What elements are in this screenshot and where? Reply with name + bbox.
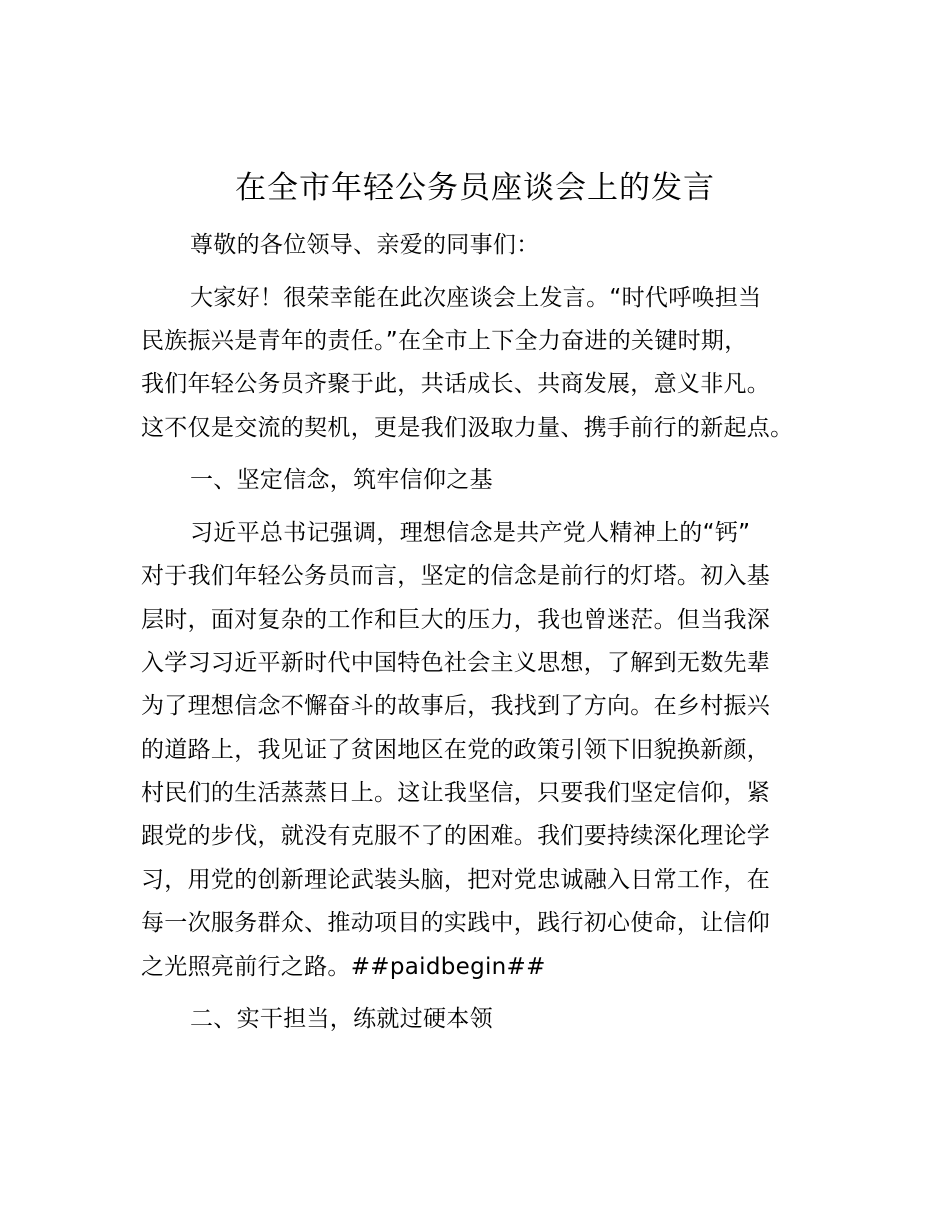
paragraph-line: 每一次服务群众、推动项目的实践中，践行初心使命，让信仰	[141, 910, 771, 936]
paragraph-line: 入学习习近平新时代中国特色社会主义思想，了解到无数先辈	[141, 650, 771, 676]
paragraph-line: 村民们的生活蒸蒸日上。这让我坚信，只要我们坚定信仰，紧	[141, 780, 771, 806]
paragraph-line: 对于我们年轻公务员而言，坚定的信念是前行的灯塔。初入基	[141, 563, 771, 589]
paragraph-line: 跟党的步伐，就没有克服不了的困难。我们要持续深化理论学	[141, 823, 771, 849]
section-heading: 二、实干担当，练就过硬本领	[190, 1006, 493, 1032]
salutation: 尊敬的各位领导、亲爱的同事们：	[190, 232, 540, 258]
paragraph-line: 之光照亮前行之路。##paidbegin##	[141, 954, 546, 980]
paragraph-line: 这不仅是交流的契机，更是我们汲取力量、携手前行的新起点。	[141, 415, 794, 441]
paragraph-line: 民族振兴是青年的责任。”在全市上下全力奋进的关键时期，	[141, 328, 748, 354]
paragraph-line: 我们年轻公务员齐聚于此，共话成长、共商发展，意义非凡。	[141, 371, 771, 397]
paragraph-line: 的道路上，我见证了贫困地区在党的政策引领下旧貌换新颜，	[141, 737, 771, 763]
paragraph-line: 习，用党的创新理论武装头脑，把对党忠诚融入日常工作，在	[141, 867, 771, 893]
section-heading: 一、坚定信念，筑牢信仰之基	[190, 467, 493, 493]
document-title: 在全市年轻公务员座谈会上的发言	[235, 170, 715, 206]
paragraph-line: 层时，面对复杂的工作和巨大的压力，我也曾迷茫。但当我深	[141, 607, 771, 633]
paragraph-line: 习近平总书记强调，理想信念是共产党人精神上的“钙”	[190, 520, 751, 546]
paragraph-line: 为了理想信念不懈奋斗的故事后，我找到了方向。在乡村振兴	[141, 693, 771, 719]
paragraph-line: 大家好！很荣幸能在此次座谈会上发言。“时代呼唤担当	[190, 285, 762, 311]
